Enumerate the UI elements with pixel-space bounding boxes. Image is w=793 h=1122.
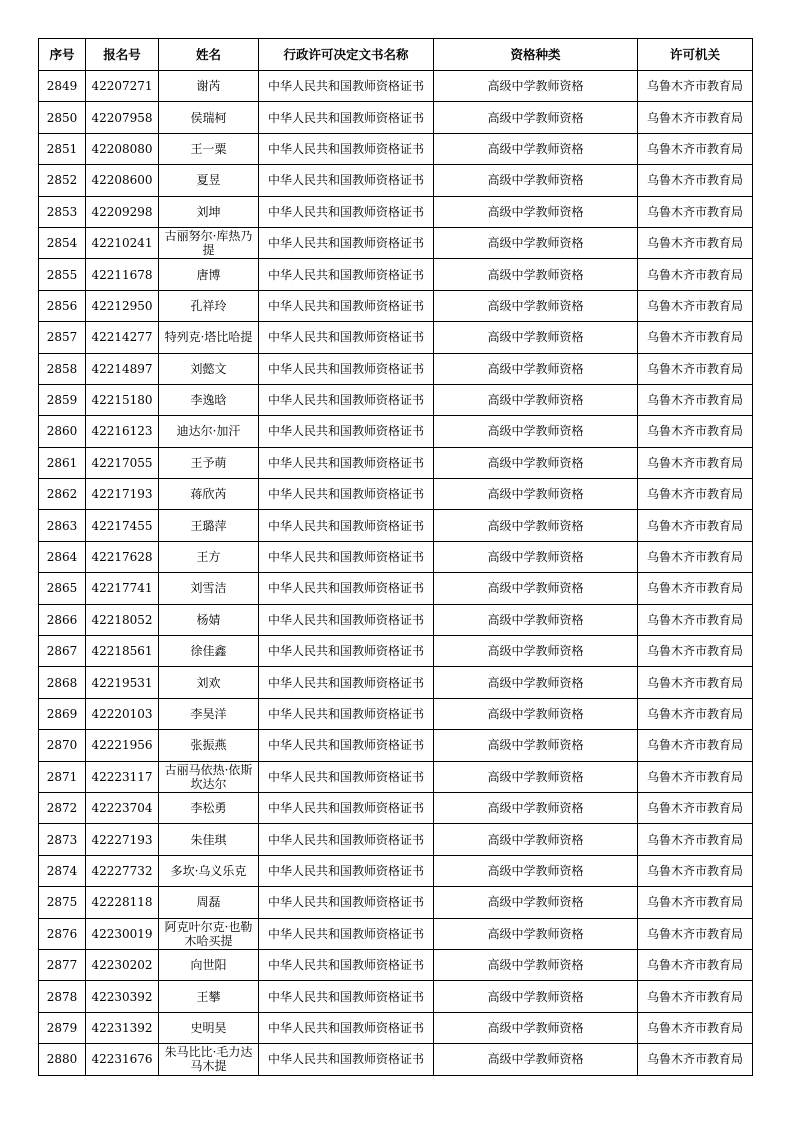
table-row <box>39 259 753 290</box>
table-row <box>39 1044 753 1075</box>
cell-reg-no: 42217455 <box>86 510 159 541</box>
cell-doc-name: 中华人民共和国教师资格证书 <box>259 510 434 541</box>
cell-seq: 2879 <box>39 1012 86 1043</box>
cell-doc-name: 中华人民共和国教师资格证书 <box>259 887 434 918</box>
cell-doc-name: 中华人民共和国教师资格证书 <box>259 573 434 604</box>
cell-qualification: 高级中学教师资格 <box>434 918 638 949</box>
cell-name: 史明昊 <box>159 1012 259 1043</box>
cell-doc-name: 中华人民共和国教师资格证书 <box>259 447 434 478</box>
cell-seq: 2876 <box>39 918 86 949</box>
cell-authority: 乌鲁木齐市教育局 <box>638 981 753 1012</box>
cell-reg-no: 42217628 <box>86 541 159 572</box>
cell-qualification: 高级中学教师资格 <box>434 792 638 823</box>
cell-authority: 乌鲁木齐市教育局 <box>638 918 753 949</box>
cell-name: 王方 <box>159 541 259 572</box>
cell-qualification: 高级中学教师资格 <box>434 133 638 164</box>
cell-name: 刘雪洁 <box>159 573 259 604</box>
cell-name: 王攀 <box>159 981 259 1012</box>
cell-doc-name: 中华人民共和国教师资格证书 <box>259 792 434 823</box>
cell-qualification: 高级中学教师资格 <box>434 447 638 478</box>
table-body <box>39 71 753 1076</box>
table-row <box>39 887 753 918</box>
cell-authority: 乌鲁木齐市教育局 <box>638 510 753 541</box>
cell-authority: 乌鲁木齐市教育局 <box>638 447 753 478</box>
cell-authority: 乌鲁木齐市教育局 <box>638 290 753 321</box>
cell-qualification: 高级中学教师资格 <box>434 165 638 196</box>
table-row <box>39 416 753 447</box>
table-row <box>39 384 753 415</box>
table-row <box>39 541 753 572</box>
cell-doc-name: 中华人民共和国教师资格证书 <box>259 384 434 415</box>
cell-name: 迪达尔·加汗 <box>159 416 259 447</box>
table-row <box>39 510 753 541</box>
cell-seq: 2863 <box>39 510 86 541</box>
cell-reg-no: 42208080 <box>86 133 159 164</box>
cell-authority: 乌鲁木齐市教育局 <box>638 761 753 792</box>
cell-qualification: 高级中学教师资格 <box>434 322 638 353</box>
cell-reg-no: 42217741 <box>86 573 159 604</box>
cell-reg-no: 42212950 <box>86 290 159 321</box>
cell-name: 唐博 <box>159 259 259 290</box>
table-row <box>39 761 753 792</box>
cell-authority: 乌鲁木齐市教育局 <box>638 698 753 729</box>
cell-qualification: 高级中学教师资格 <box>434 353 638 384</box>
cell-reg-no: 42230019 <box>86 918 159 949</box>
cell-name: 刘欢 <box>159 667 259 698</box>
cell-authority: 乌鲁木齐市教育局 <box>638 227 753 258</box>
table-row <box>39 102 753 133</box>
cell-reg-no: 42223117 <box>86 761 159 792</box>
cell-doc-name: 中华人民共和国教师资格证书 <box>259 824 434 855</box>
cell-seq: 2873 <box>39 824 86 855</box>
cell-seq: 2857 <box>39 322 86 353</box>
cell-qualification: 高级中学教师资格 <box>434 102 638 133</box>
cell-seq: 2880 <box>39 1044 86 1075</box>
cell-reg-no: 42215180 <box>86 384 159 415</box>
cell-name: 谢芮 <box>159 71 259 102</box>
cell-authority: 乌鲁木齐市教育局 <box>638 887 753 918</box>
cell-doc-name: 中华人民共和国教师资格证书 <box>259 1012 434 1043</box>
cell-seq: 2851 <box>39 133 86 164</box>
cell-qualification: 高级中学教师资格 <box>434 1044 638 1075</box>
cell-authority: 乌鲁木齐市教育局 <box>638 384 753 415</box>
table-row <box>39 949 753 980</box>
cell-reg-no: 42207958 <box>86 102 159 133</box>
cell-seq: 2872 <box>39 792 86 823</box>
cell-doc-name: 中华人民共和国教师资格证书 <box>259 541 434 572</box>
cell-reg-no: 42217055 <box>86 447 159 478</box>
cell-name: 张振燕 <box>159 730 259 761</box>
cell-reg-no: 42208600 <box>86 165 159 196</box>
cell-name: 王璐萍 <box>159 510 259 541</box>
cell-authority: 乌鲁木齐市教育局 <box>638 667 753 698</box>
cell-reg-no: 42210241 <box>86 227 159 258</box>
cell-seq: 2877 <box>39 949 86 980</box>
cell-doc-name: 中华人民共和国教师资格证书 <box>259 949 434 980</box>
cell-name: 朱佳琪 <box>159 824 259 855</box>
cell-qualification: 高级中学教师资格 <box>434 636 638 667</box>
cell-seq: 2871 <box>39 761 86 792</box>
table-row <box>39 604 753 635</box>
cell-name: 孔祥玲 <box>159 290 259 321</box>
cell-reg-no: 42207271 <box>86 71 159 102</box>
cell-qualification: 高级中学教师资格 <box>434 196 638 227</box>
table-row <box>39 196 753 227</box>
cell-doc-name: 中华人民共和国教师资格证书 <box>259 290 434 321</box>
cell-reg-no: 42230202 <box>86 949 159 980</box>
cell-reg-no: 42228118 <box>86 887 159 918</box>
cell-reg-no: 42221956 <box>86 730 159 761</box>
cell-doc-name: 中华人民共和国教师资格证书 <box>259 227 434 258</box>
table-row <box>39 667 753 698</box>
header-seq: 序号 <box>39 39 86 71</box>
cell-reg-no: 42219531 <box>86 667 159 698</box>
cell-seq: 2875 <box>39 887 86 918</box>
cell-qualification: 高级中学教师资格 <box>434 290 638 321</box>
cell-name: 夏昱 <box>159 165 259 196</box>
cell-qualification: 高级中学教师资格 <box>434 510 638 541</box>
cell-name: 王予萌 <box>159 447 259 478</box>
cell-qualification: 高级中学教师资格 <box>434 1012 638 1043</box>
cell-seq: 2878 <box>39 981 86 1012</box>
table-row <box>39 698 753 729</box>
cell-seq: 2850 <box>39 102 86 133</box>
cell-seq: 2856 <box>39 290 86 321</box>
cell-name: 多坎·乌义乐克 <box>159 855 259 886</box>
cell-doc-name: 中华人民共和国教师资格证书 <box>259 165 434 196</box>
table-row <box>39 855 753 886</box>
cell-reg-no: 42231676 <box>86 1044 159 1075</box>
cell-seq: 2869 <box>39 698 86 729</box>
cell-name: 古丽努尔·库热乃提 <box>159 227 259 258</box>
cell-name: 阿克叶尔克·也勒木哈买提 <box>159 918 259 949</box>
cell-qualification: 高级中学教师资格 <box>434 541 638 572</box>
cell-doc-name: 中华人民共和国教师资格证书 <box>259 918 434 949</box>
table-row <box>39 792 753 823</box>
cell-authority: 乌鲁木齐市教育局 <box>638 259 753 290</box>
cell-qualification: 高级中学教师资格 <box>434 71 638 102</box>
table-row <box>39 353 753 384</box>
cell-authority: 乌鲁木齐市教育局 <box>638 636 753 667</box>
table-row <box>39 227 753 258</box>
cell-name: 徐佳鑫 <box>159 636 259 667</box>
cell-authority: 乌鲁木齐市教育局 <box>638 1012 753 1043</box>
cell-name: 刘懿文 <box>159 353 259 384</box>
cell-doc-name: 中华人民共和国教师资格证书 <box>259 667 434 698</box>
cell-reg-no: 42216123 <box>86 416 159 447</box>
cell-reg-no: 42217193 <box>86 479 159 510</box>
cell-authority: 乌鲁木齐市教育局 <box>638 949 753 980</box>
cell-reg-no: 42231392 <box>86 1012 159 1043</box>
table-row <box>39 824 753 855</box>
certificate-table <box>38 38 753 1076</box>
cell-seq: 2867 <box>39 636 86 667</box>
cell-doc-name: 中华人民共和国教师资格证书 <box>259 102 434 133</box>
cell-authority: 乌鲁木齐市教育局 <box>638 133 753 164</box>
cell-qualification: 高级中学教师资格 <box>434 761 638 792</box>
cell-doc-name: 中华人民共和国教师资格证书 <box>259 981 434 1012</box>
cell-authority: 乌鲁木齐市教育局 <box>638 792 753 823</box>
table-row <box>39 636 753 667</box>
table-row <box>39 133 753 164</box>
cell-qualification: 高级中学教师资格 <box>434 573 638 604</box>
cell-name: 李昊洋 <box>159 698 259 729</box>
cell-name: 李松勇 <box>159 792 259 823</box>
cell-reg-no: 42220103 <box>86 698 159 729</box>
table-row <box>39 479 753 510</box>
cell-reg-no: 42218052 <box>86 604 159 635</box>
cell-qualification: 高级中学教师资格 <box>434 416 638 447</box>
header-qualification: 资格种类 <box>434 39 638 71</box>
cell-authority: 乌鲁木齐市教育局 <box>638 71 753 102</box>
cell-authority: 乌鲁木齐市教育局 <box>638 855 753 886</box>
cell-reg-no: 42227732 <box>86 855 159 886</box>
cell-name: 特列克·塔比哈提 <box>159 322 259 353</box>
cell-qualification: 高级中学教师资格 <box>434 855 638 886</box>
cell-qualification: 高级中学教师资格 <box>434 604 638 635</box>
cell-seq: 2858 <box>39 353 86 384</box>
header-name: 姓名 <box>159 39 259 71</box>
cell-name: 杨婧 <box>159 604 259 635</box>
cell-reg-no: 42214897 <box>86 353 159 384</box>
cell-reg-no: 42211678 <box>86 259 159 290</box>
cell-doc-name: 中华人民共和国教师资格证书 <box>259 322 434 353</box>
cell-reg-no: 42209298 <box>86 196 159 227</box>
cell-seq: 2854 <box>39 227 86 258</box>
table-row <box>39 918 753 949</box>
cell-doc-name: 中华人民共和国教师资格证书 <box>259 71 434 102</box>
cell-authority: 乌鲁木齐市教育局 <box>638 573 753 604</box>
cell-doc-name: 中华人民共和国教师资格证书 <box>259 133 434 164</box>
cell-name: 李逸晗 <box>159 384 259 415</box>
table-row <box>39 165 753 196</box>
cell-name: 蒋欣芮 <box>159 479 259 510</box>
cell-seq: 2864 <box>39 541 86 572</box>
cell-doc-name: 中华人民共和国教师资格证书 <box>259 259 434 290</box>
cell-qualification: 高级中学教师资格 <box>434 824 638 855</box>
cell-seq: 2868 <box>39 667 86 698</box>
cell-doc-name: 中华人民共和国教师资格证书 <box>259 479 434 510</box>
cell-qualification: 高级中学教师资格 <box>434 981 638 1012</box>
table-row <box>39 1012 753 1043</box>
table-row <box>39 322 753 353</box>
cell-authority: 乌鲁木齐市教育局 <box>638 1044 753 1075</box>
cell-qualification: 高级中学教师资格 <box>434 887 638 918</box>
table-header-row <box>39 39 753 71</box>
cell-doc-name: 中华人民共和国教师资格证书 <box>259 196 434 227</box>
cell-doc-name: 中华人民共和国教师资格证书 <box>259 416 434 447</box>
cell-name: 周磊 <box>159 887 259 918</box>
cell-authority: 乌鲁木齐市教育局 <box>638 353 753 384</box>
cell-qualification: 高级中学教师资格 <box>434 949 638 980</box>
cell-name: 古丽马依热·依斯坎达尔 <box>159 761 259 792</box>
cell-seq: 2855 <box>39 259 86 290</box>
cell-seq: 2861 <box>39 447 86 478</box>
cell-authority: 乌鲁木齐市教育局 <box>638 165 753 196</box>
cell-doc-name: 中华人民共和国教师资格证书 <box>259 698 434 729</box>
cell-doc-name: 中华人民共和国教师资格证书 <box>259 855 434 886</box>
header-doc-name: 行政许可决定文书名称 <box>259 39 434 71</box>
cell-seq: 2865 <box>39 573 86 604</box>
cell-authority: 乌鲁木齐市教育局 <box>638 604 753 635</box>
cell-doc-name: 中华人民共和国教师资格证书 <box>259 604 434 635</box>
cell-seq: 2862 <box>39 479 86 510</box>
table-row <box>39 290 753 321</box>
cell-reg-no: 42230392 <box>86 981 159 1012</box>
cell-doc-name: 中华人民共和国教师资格证书 <box>259 761 434 792</box>
cell-seq: 2870 <box>39 730 86 761</box>
cell-authority: 乌鲁木齐市教育局 <box>638 824 753 855</box>
cell-reg-no: 42218561 <box>86 636 159 667</box>
cell-authority: 乌鲁木齐市教育局 <box>638 196 753 227</box>
cell-doc-name: 中华人民共和国教师资格证书 <box>259 1044 434 1075</box>
cell-reg-no: 42214277 <box>86 322 159 353</box>
cell-seq: 2866 <box>39 604 86 635</box>
cell-doc-name: 中华人民共和国教师资格证书 <box>259 636 434 667</box>
cell-authority: 乌鲁木齐市教育局 <box>638 416 753 447</box>
cell-qualification: 高级中学教师资格 <box>434 227 638 258</box>
cell-qualification: 高级中学教师资格 <box>434 698 638 729</box>
header-reg-no: 报名号 <box>86 39 159 71</box>
cell-doc-name: 中华人民共和国教师资格证书 <box>259 730 434 761</box>
cell-seq: 2852 <box>39 165 86 196</box>
table-row <box>39 447 753 478</box>
cell-name: 刘坤 <box>159 196 259 227</box>
cell-name: 王一粟 <box>159 133 259 164</box>
cell-name: 向世阳 <box>159 949 259 980</box>
cell-authority: 乌鲁木齐市教育局 <box>638 730 753 761</box>
cell-qualification: 高级中学教师资格 <box>434 667 638 698</box>
cell-reg-no: 42223704 <box>86 792 159 823</box>
cell-authority: 乌鲁木齐市教育局 <box>638 479 753 510</box>
table-row <box>39 573 753 604</box>
table-row <box>39 71 753 102</box>
cell-seq: 2860 <box>39 416 86 447</box>
table-row <box>39 730 753 761</box>
cell-authority: 乌鲁木齐市教育局 <box>638 102 753 133</box>
cell-reg-no: 42227193 <box>86 824 159 855</box>
cell-qualification: 高级中学教师资格 <box>434 384 638 415</box>
cell-qualification: 高级中学教师资格 <box>434 259 638 290</box>
cell-name: 侯瑞柯 <box>159 102 259 133</box>
cell-name: 朱马比比·毛力达马木提 <box>159 1044 259 1075</box>
table-row <box>39 981 753 1012</box>
cell-authority: 乌鲁木齐市教育局 <box>638 322 753 353</box>
cell-authority: 乌鲁木齐市教育局 <box>638 541 753 572</box>
cell-qualification: 高级中学教师资格 <box>434 479 638 510</box>
cell-seq: 2853 <box>39 196 86 227</box>
cell-seq: 2849 <box>39 71 86 102</box>
cell-seq: 2859 <box>39 384 86 415</box>
cell-qualification: 高级中学教师资格 <box>434 730 638 761</box>
cell-doc-name: 中华人民共和国教师资格证书 <box>259 353 434 384</box>
header-authority: 许可机关 <box>638 39 753 71</box>
cell-seq: 2874 <box>39 855 86 886</box>
